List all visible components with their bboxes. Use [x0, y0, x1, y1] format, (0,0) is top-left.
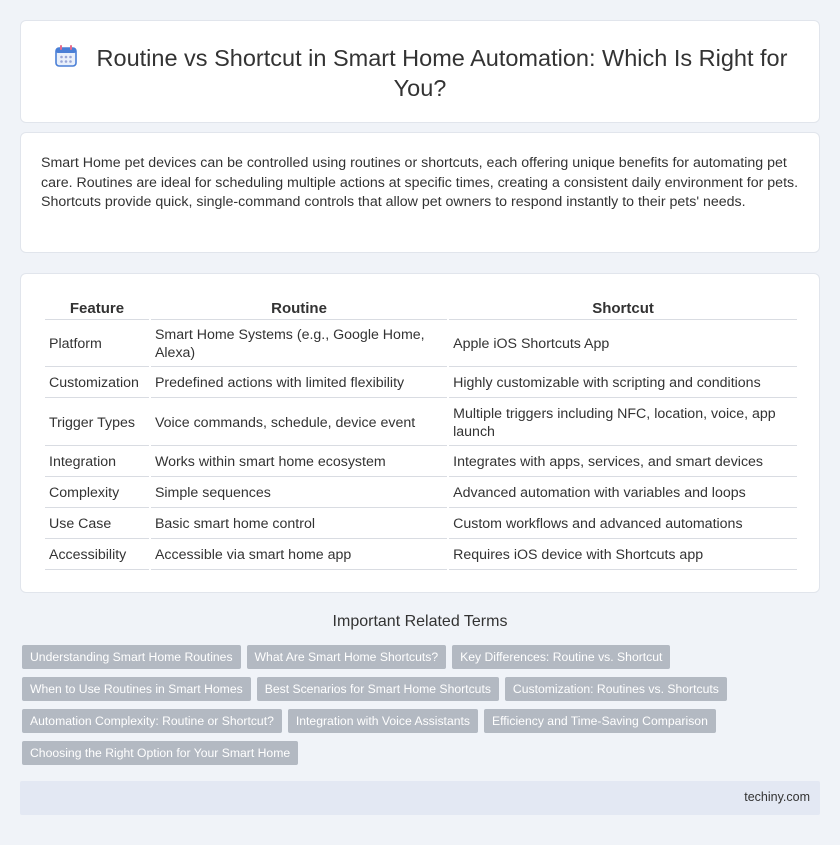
page-title-wrap: [41, 43, 799, 103]
shortcut-cell: Multiple triggers including NFC, location, voice, app launch: [449, 400, 797, 446]
table-row: [45, 510, 797, 539]
intro-card: [20, 132, 820, 253]
calendar-icon: [53, 43, 79, 69]
routine-cell: Basic smart home control: [151, 510, 447, 539]
shortcut-cell: Custom workflows and advanced automations: [449, 510, 797, 539]
routine-cell: Smart Home Systems (e.g., Google Home, Alexa): [151, 322, 447, 367]
shortcut-cell: Advanced automation with variables and loops: [449, 479, 797, 508]
related-term-tag[interactable]: What Are Smart Home Shortcuts?: [247, 645, 447, 669]
table-row: [45, 448, 797, 477]
footer: [20, 781, 820, 815]
table-row: [45, 400, 797, 446]
feature-cell: Integration: [45, 448, 149, 477]
feature-cell: Platform: [45, 322, 149, 367]
comparison-table-card: [20, 273, 820, 593]
feature-cell: Complexity: [45, 479, 149, 508]
table-row: [45, 369, 797, 398]
table-header-row: [45, 296, 797, 320]
related-term-tag[interactable]: Key Differences: Routine vs. Shortcut: [452, 645, 670, 669]
table-row: [45, 541, 797, 570]
related-term-tag[interactable]: Efficiency and Time-Saving Comparison: [484, 709, 716, 733]
feature-cell: Use Case: [45, 510, 149, 539]
page-title: Routine vs Shortcut in Smart Home Automation: Which Is Right for You?: [96, 45, 788, 101]
shortcut-cell: Highly customizable with scripting and conditions: [449, 369, 797, 398]
related-term-tag[interactable]: Best Scenarios for Smart Home Shortcuts: [257, 677, 499, 701]
table-row: [45, 322, 797, 367]
related-term-tag[interactable]: Choosing the Right Option for Your Smart Home: [22, 741, 298, 765]
related-term-tag[interactable]: Automation Complexity: Routine or Shortcut?: [22, 709, 282, 733]
feature-cell: Accessibility: [45, 541, 149, 570]
routine-cell: Works within smart home ecosystem: [151, 448, 447, 477]
header-shortcut: Shortcut: [449, 296, 797, 320]
routine-cell: Voice commands, schedule, device event: [151, 400, 447, 446]
related-term-tag[interactable]: Integration with Voice Assistants: [288, 709, 478, 733]
related-term-tag[interactable]: Understanding Smart Home Routines: [22, 645, 241, 669]
header-routine: Routine: [151, 296, 447, 320]
comparison-table: [43, 294, 799, 572]
feature-cell: Trigger Types: [45, 400, 149, 446]
shortcut-cell: Requires iOS device with Shortcuts app: [449, 541, 797, 570]
footer-site-link[interactable]: techiny.com: [744, 790, 810, 804]
related-term-tag[interactable]: Customization: Routines vs. Shortcuts: [505, 677, 727, 701]
intro-paragraph: Smart Home pet devices can be controlled using routines or shortcuts, each offering unique benefits for automating pet care. Routines are ideal for scheduling multiple actions at specific times, creating a consistent daily environment for pets. Shortcuts provide quick, single-command controls that allow pet owners to respond instantly to their pets' needs.: [41, 155, 799, 210]
feature-cell: Customization: [45, 369, 149, 398]
related-terms-list: [22, 645, 742, 765]
table-row: [45, 479, 797, 508]
shortcut-cell: Apple iOS Shortcuts App: [449, 322, 797, 367]
header-feature: Feature: [45, 296, 149, 320]
header-card: [20, 20, 820, 123]
related-term-tag[interactable]: When to Use Routines in Smart Homes: [22, 677, 251, 701]
routine-cell: Predefined actions with limited flexibility: [151, 369, 447, 398]
shortcut-cell: Integrates with apps, services, and smart devices: [449, 448, 797, 477]
related-terms-title: Important Related Terms: [332, 613, 508, 630]
routine-cell: Accessible via smart home app: [151, 541, 447, 570]
routine-cell: Simple sequences: [151, 479, 447, 508]
